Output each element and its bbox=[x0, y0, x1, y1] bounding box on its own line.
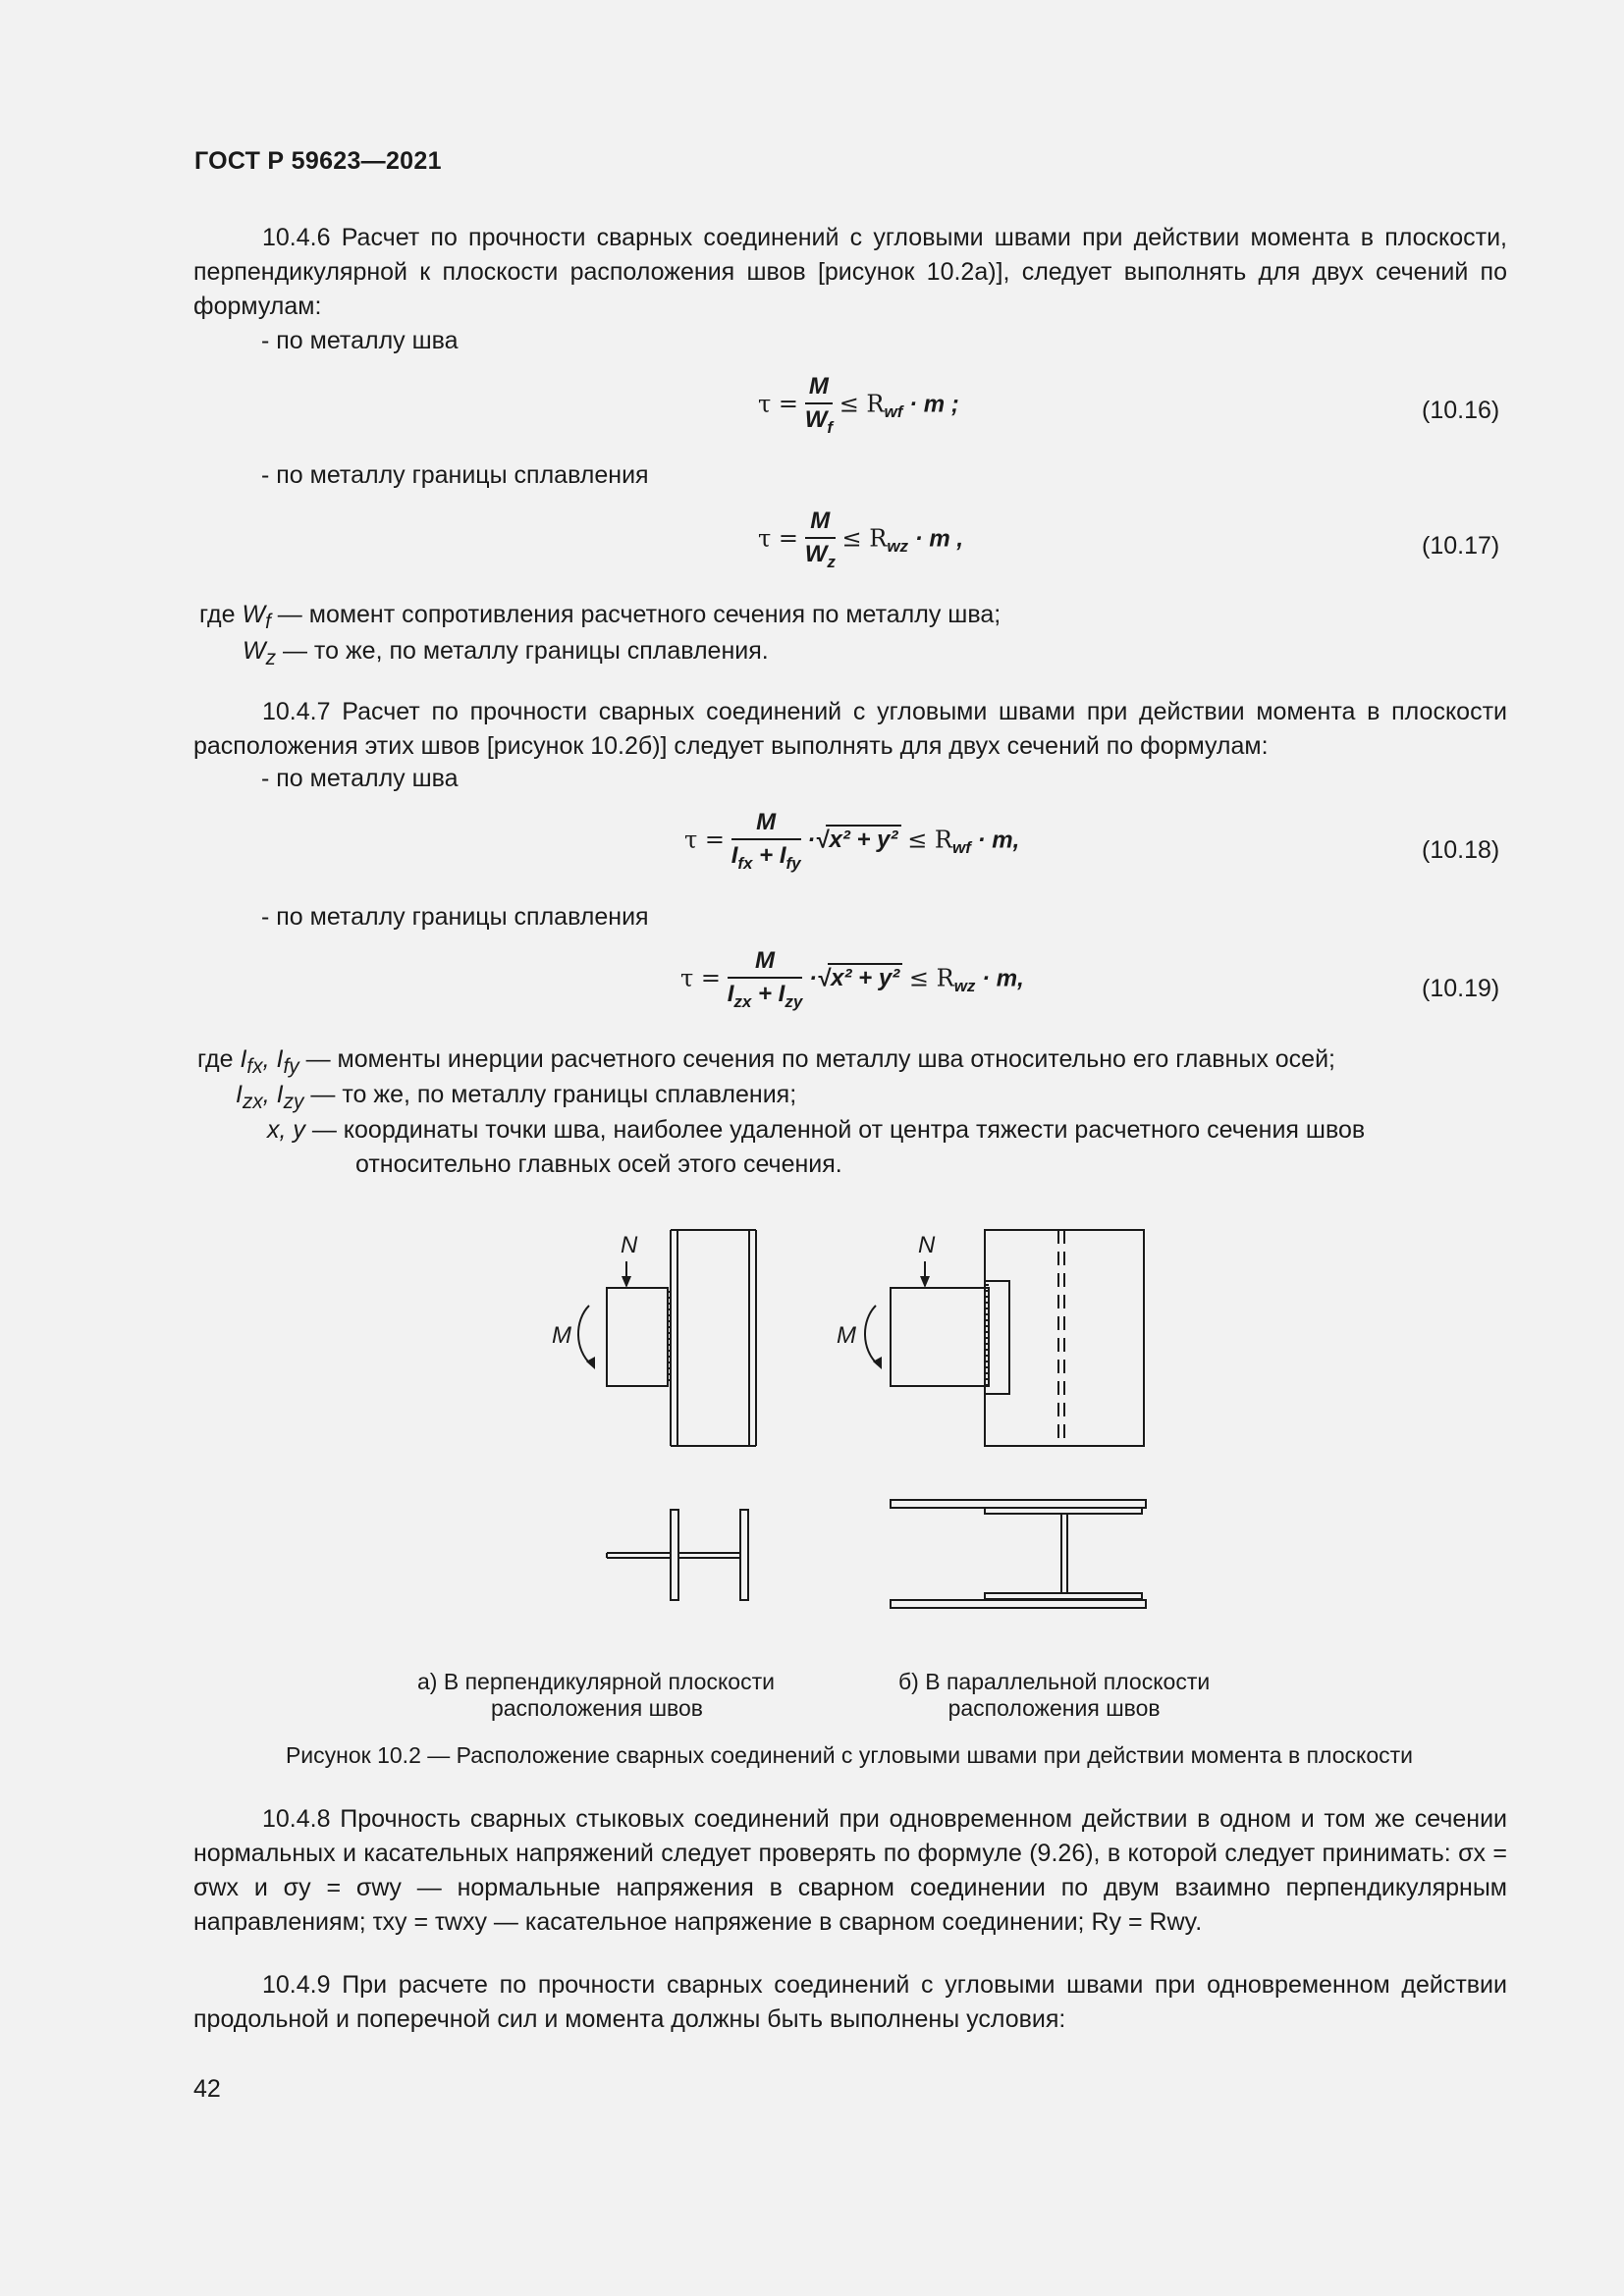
where-xy-cont: относительно главных осей этого сечения. bbox=[355, 1150, 842, 1178]
label-N-a: N bbox=[621, 1232, 638, 1258]
where-wz: $W_z$ — то же, по металлу границы сплавления. bbox=[243, 637, 769, 669]
equation-number-10-19: (10.19) bbox=[1422, 975, 1500, 1002]
label-M-a: M bbox=[552, 1322, 571, 1349]
where-ifx-ify: где $I_{fx}$, $I_{fy}$ — моменты инерции расчетного сечения по металлу шва относительно его главных осей; bbox=[197, 1045, 1335, 1078]
figure-caption: Рисунок 10.2 — Расположение сварных соединений с угловыми швами при действии момента в плоскости bbox=[285, 1742, 1414, 1768]
paragraph-10-4-9: 10.4.9 При расчете по прочности сварных соединений с угловыми швами при одновременном действии продольной и поперечной сил и момента должны быть выполнены условия: bbox=[193, 1971, 1507, 2033]
formula-10-18: τ = $\frac{M}{I_{fx} + I_{fy}}$ $\cdot√x^2 + y^2 \le R_{wf} \cdot m$, bbox=[684, 809, 1020, 873]
figure-b-elevation bbox=[837, 1230, 1144, 1446]
label-N-b: N bbox=[918, 1232, 936, 1258]
formula-10-17: τ = $\frac{M}{W_z}$ ≤ $R_{wz} \cdot m$ , bbox=[758, 507, 964, 571]
equation-number-10-18: (10.18) bbox=[1422, 836, 1500, 864]
paragraph-10-4-6: 10.4.6 Расчет по прочности сварных соединений с угловыми швами при действии момента в плоскости, перпендикулярной к плоскости расположения швов [рисунок 10.2а)], следует выполнять для двух сечений по формулам: bbox=[193, 224, 1507, 320]
formula-10-19: τ = $\frac{M}{I_{zx} + I_{zy}}$ $\cdot√x^2 + y^2 \le R_{wz} \cdot m$, bbox=[680, 947, 1024, 1011]
bullet-weld-metal-2: - по металлу шва bbox=[261, 765, 459, 792]
equation-number-10-17: (10.17) bbox=[1422, 532, 1500, 560]
bullet-weld-metal: - по металлу шва bbox=[261, 327, 459, 354]
bullet-fusion-boundary: - по металлу границы сплавления bbox=[261, 461, 649, 489]
figure-a-elevation bbox=[552, 1230, 756, 1446]
paragraph-10-4-7: 10.4.7 Расчет по прочности сварных соединений с угловыми швами при действии момента в плоскости расположения этих швов [рисунок 10.2б)] следует выполнять для двух сечений по формулам: bbox=[193, 698, 1507, 760]
page-number: 42 bbox=[193, 2075, 221, 2103]
where-izx-izy: $I_{zx}$, $I_{zy}$ — то же, по металлу границы сплавления; bbox=[236, 1081, 797, 1113]
where-xy: x, y — координаты точки шва, наиболее удаленной от центра тяжести расчетного сечения швов bbox=[267, 1116, 1366, 1144]
figure-b-caption: б) В параллельной плоскости расположения швов bbox=[898, 1669, 1211, 1721]
figure-a-caption: а) В перпендикулярной плоскости расположения швов bbox=[417, 1669, 775, 1721]
paragraph-10-4-8: 10.4.8 Прочность сварных стыковых соединений при одновременном действии в одном и том же сечении нормальных и касательных напряжений следует проверять по формуле (9.26), в которой следует принимать: σx = σwx и σy = σwy — нормальные напряжения в сварном соединении по двум взаимно перпендикулярным направлениям; τxy = τwxy — касательное напряжение в сварном соединении; Ry = Rwy. bbox=[193, 1805, 1507, 1936]
bullet-fusion-boundary-2: - по металлу границы сплавления bbox=[261, 903, 649, 931]
formula-10-16: τ = $\frac{M}{W_f}$ ≤ $R_{wf} \cdot m$ ; bbox=[758, 373, 959, 437]
figure-a-section bbox=[607, 1510, 748, 1600]
document-header: ГОСТ Р 59623—2021 bbox=[194, 147, 442, 175]
where-wf: где $W_f$ — момент сопротивления расчетного сечения по металлу шва; bbox=[199, 601, 1001, 633]
figure-weld-joints bbox=[530, 1207, 1159, 1629]
equation-number-10-16: (10.16) bbox=[1422, 397, 1500, 424]
label-M-b: M bbox=[837, 1322, 856, 1349]
figure-b-section bbox=[891, 1500, 1146, 1608]
